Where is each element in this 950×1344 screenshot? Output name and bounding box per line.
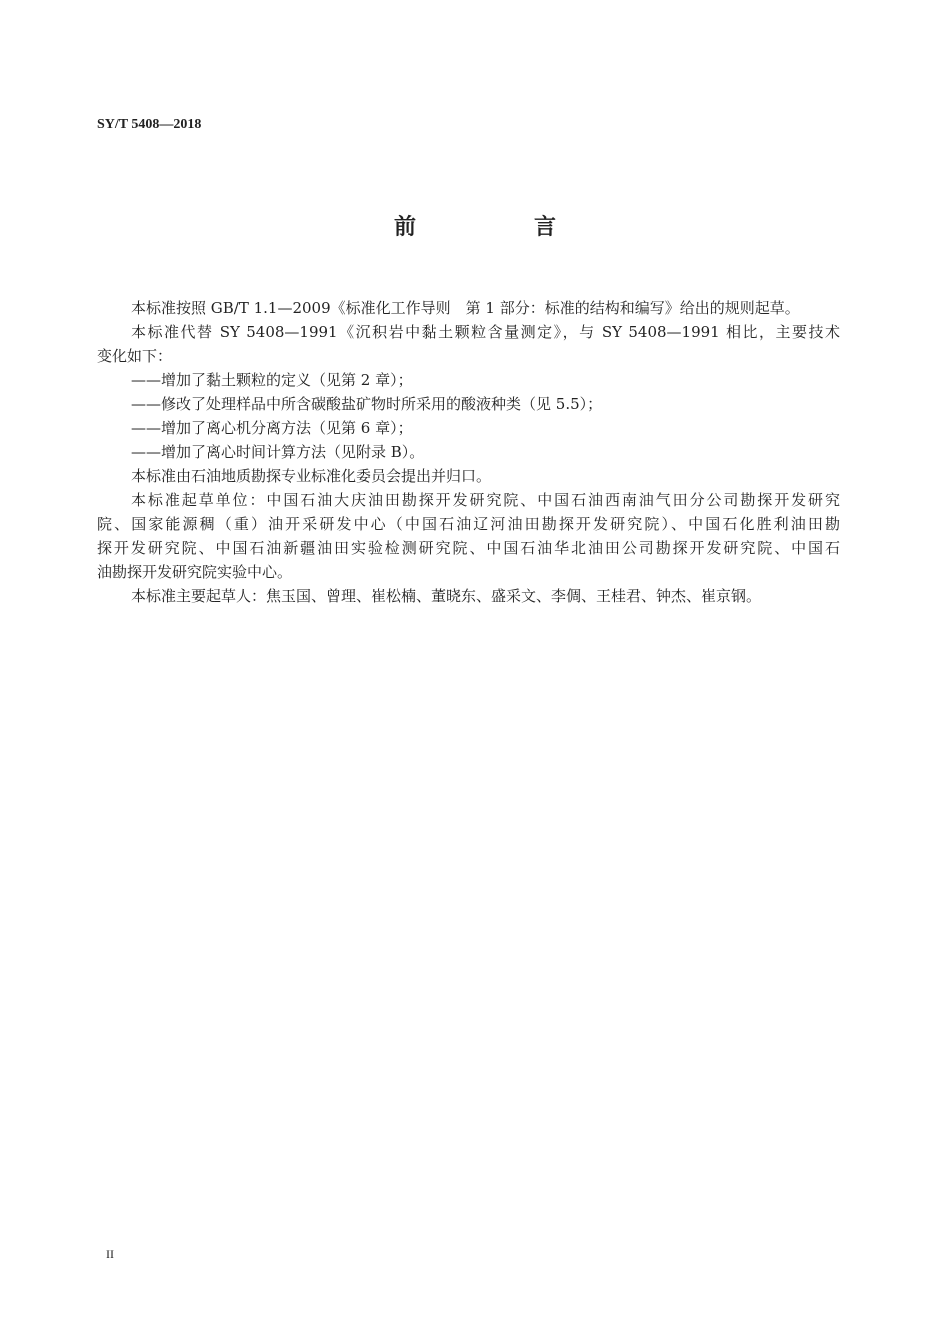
list-item: ——增加了离心时间计算方法（见附录 B）。 <box>131 443 425 461</box>
paragraph-line: 本标准按照 GB/T 1.1—2009《标准化工作导则 第 1 部分：标准的结构和编写》给出的规则起草。 <box>131 299 800 317</box>
paragraph-line: 探开发研究院、中国石油新疆油田实验检测研究院、中国石油华北油田公司勘探开发研究院、中国石 <box>97 539 840 557</box>
paragraph-line: 院、国家能源稠（重）油开采研发中心（中国石油辽河油田勘探开发研究院）、中国石化胜利油田勘 <box>97 515 840 533</box>
paragraph-line: 本标准由石油地质勘探专业标准化委员会提出并归口。 <box>131 467 492 485</box>
list-item: ——修改了处理样品中所含碳酸盐矿物时所采用的酸液种类（见 5.5）； <box>131 395 603 413</box>
list-item: ——增加了黏土颗粒的定义（见第 2 章）； <box>131 371 413 389</box>
paragraph-line: 本标准起草单位：中国石油大庆油田勘探开发研究院、中国石油西南油气田分公司勘探开发研究 <box>131 491 840 509</box>
list-item: ——增加了离心机分离方法（见第 6 章）； <box>131 419 413 437</box>
page-number: II <box>106 1247 114 1261</box>
standard-code-header: SY/T 5408—2018 <box>97 117 202 132</box>
page-title: 前 言 <box>393 214 604 240</box>
paragraph-line: 本标准代替 SY 5408—1991《沉积岩中黏土颗粒含量测定》，与 SY 5408—1991 相比，主要技术 <box>131 323 840 341</box>
paragraph-line: 本标准主要起草人：焦玉国、曾理、崔松楠、董晓东、盛采文、李倜、王桂君、钟杰、崔京钢。 <box>131 587 762 605</box>
paragraph-line: 变化如下： <box>97 347 173 365</box>
paragraph-line: 油勘探开发研究院实验中心。 <box>97 563 293 581</box>
foreword-body <box>97 296 840 608</box>
